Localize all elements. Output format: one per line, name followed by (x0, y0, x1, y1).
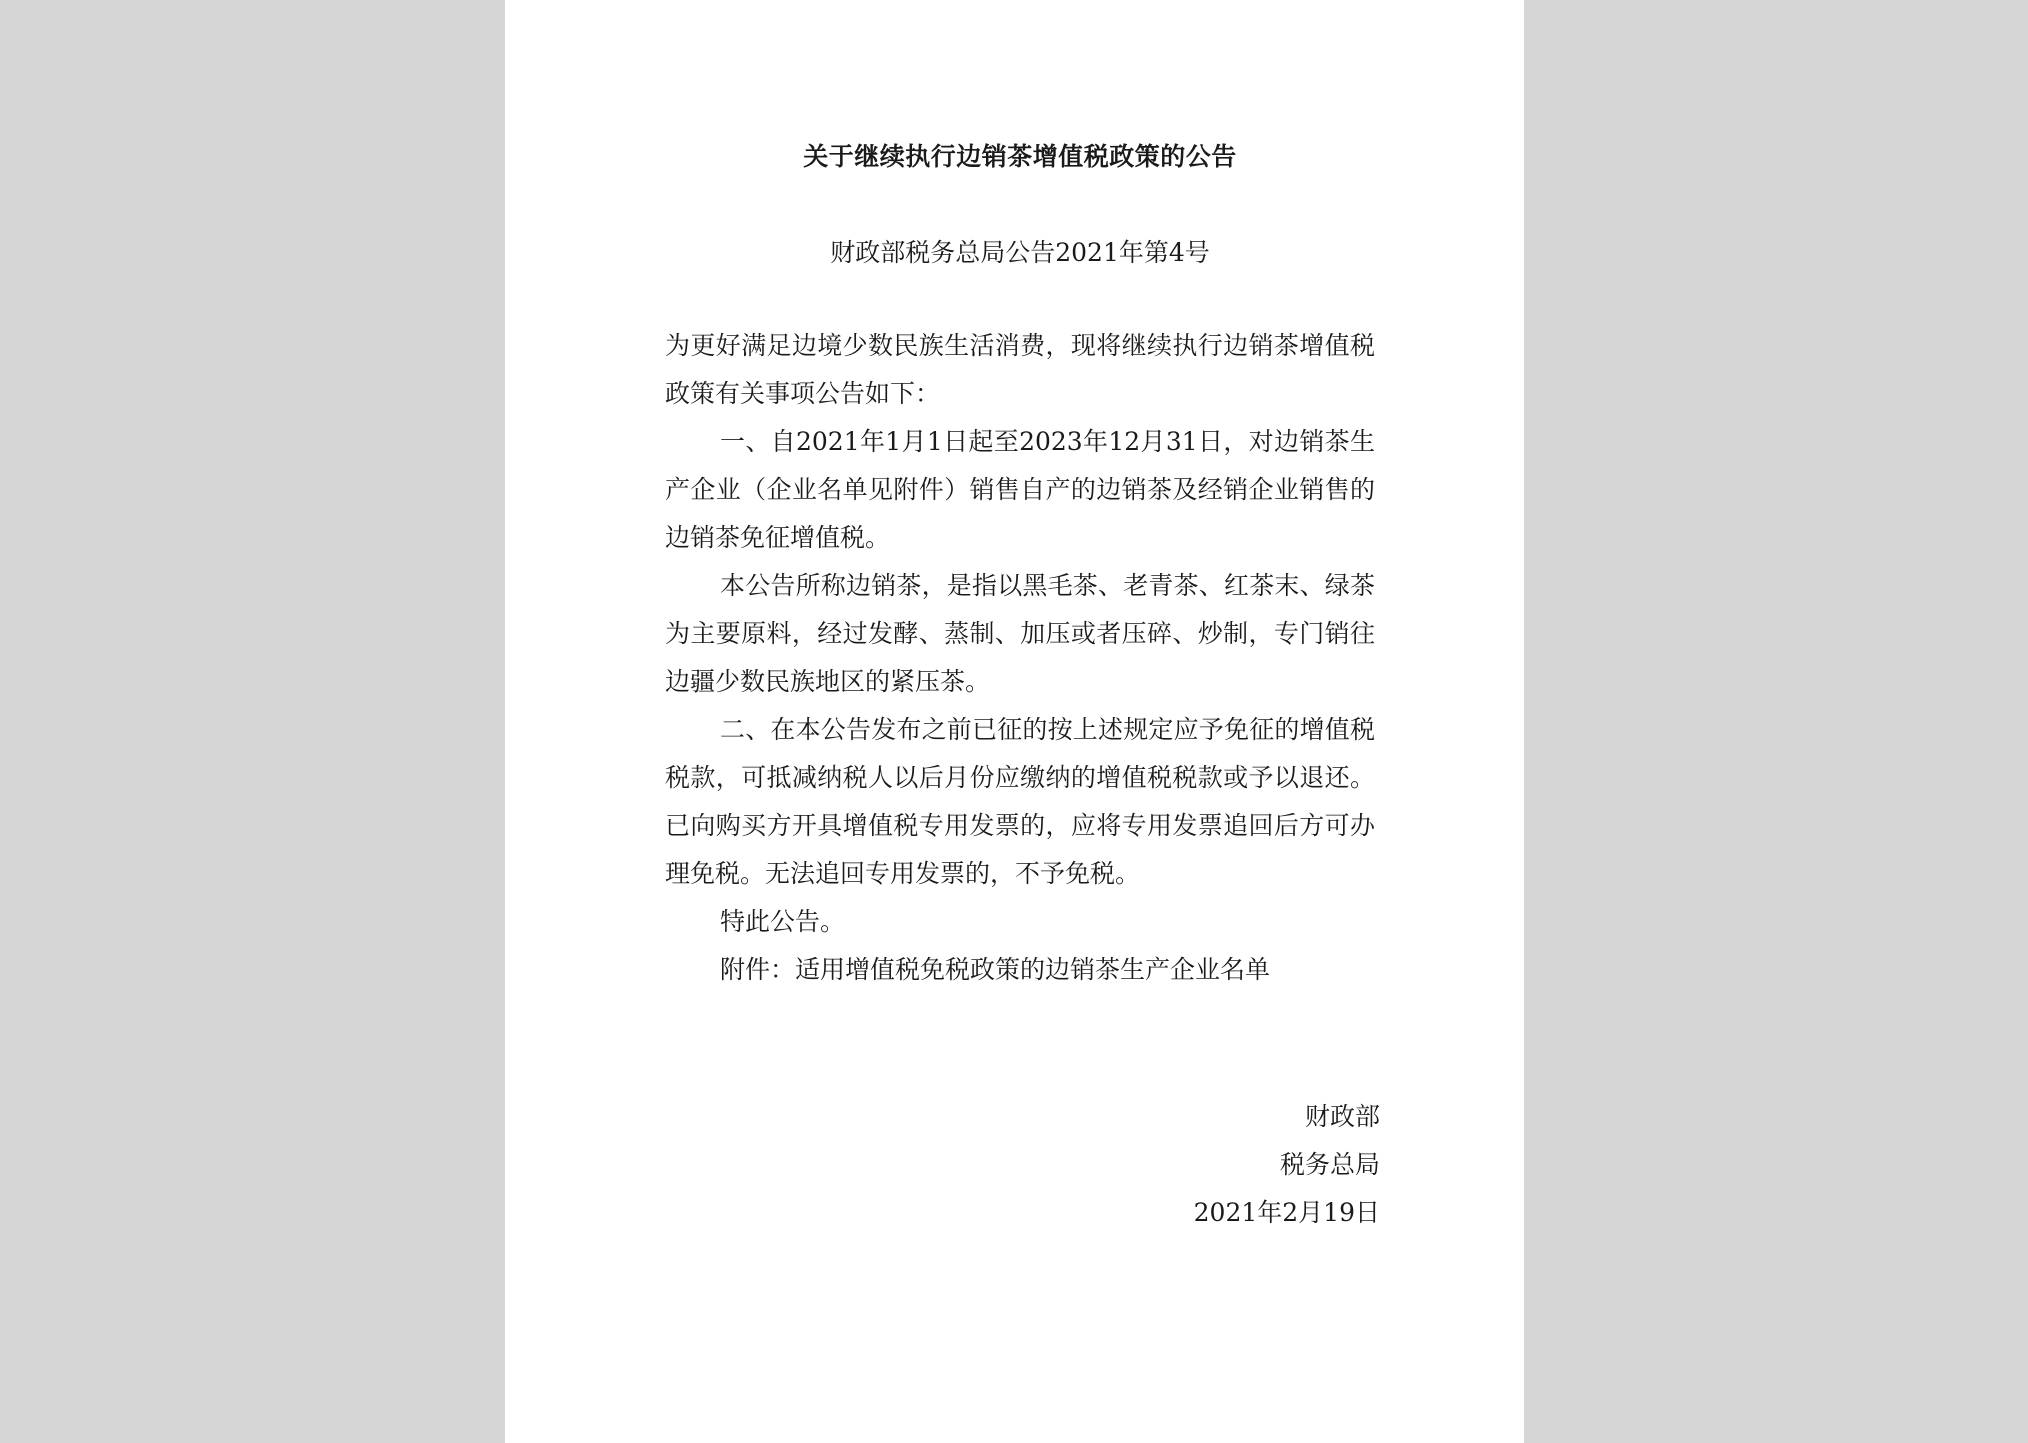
paragraph-attachment: 附件：适用增值税免税政策的边销茶生产企业名单 (720, 955, 1271, 984)
paragraph-closing: 特此公告。 (720, 907, 846, 936)
paragraph-definition: 本公告所称边销茶，是指以黑毛茶、老青茶、红茶末、绿茶为主要原料，经过发酵、蒸制、加压或者压碎、炒制，专门销往边疆少数民族地区的紧压茶。 (665, 571, 1375, 696)
paragraph-intro: 为更好满足边境少数民族生活消费，现将继续执行边销茶增值税政策有关事项公告如下： (665, 331, 1375, 408)
document-body (665, 322, 1375, 994)
signature-date: 2021年2月19日 (1193, 1198, 1380, 1227)
document-page (505, 0, 1524, 1443)
signature-org-2: 税务总局 (1279, 1150, 1380, 1179)
document-number: 财政部税务总局公告2021年第4号 (830, 238, 1210, 267)
document-title: 关于继续执行边销茶增值税政策的公告 (803, 142, 1237, 171)
paragraph-item-1: 一、自2021年1月1日起至2023年12月31日，对边销茶生产企业（企业名单见附件）销售自产的边销茶及经销企业销售的边销茶免征增值税。 (665, 427, 1375, 552)
paragraph-item-2: 二、在本公告发布之前已征的按上述规定应予免征的增值税税款，可抵减纳税人以后月份应缴纳的增值税税款或予以退还。已向购买方开具增值税专用发票的，应将专用发票追回后方可办理免税。无法追回专用发票的，不予免税。 (665, 715, 1375, 888)
signature-org-1: 财政部 (1304, 1102, 1380, 1131)
